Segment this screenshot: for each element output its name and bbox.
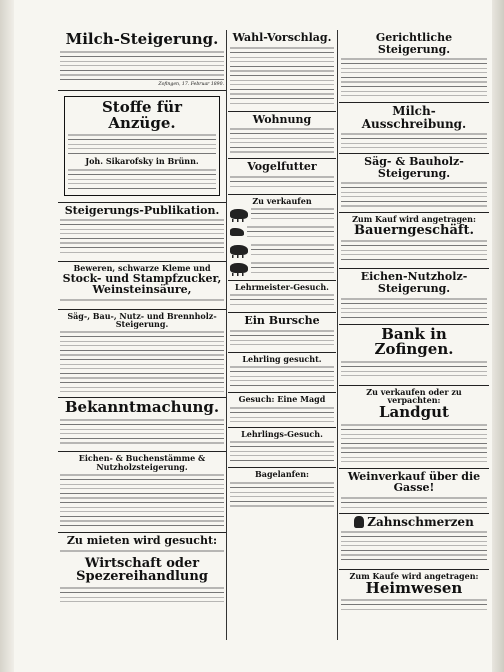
ad-body [341,360,487,380]
ad-title: Zu mieten wird gesucht: [66,533,218,547]
ad-title: Stoffe für Anzüge. [101,97,183,132]
ad-title: Bauerngeschäft. [353,222,475,238]
ad-title: Milch-Ausschreibung. [361,104,467,131]
ad-title: Eichen-Nutzholz-Steigerung. [360,270,468,295]
cow-icon [230,245,248,255]
ad-body [251,261,334,275]
ad-title: Gerichtliche Steigerung. [375,31,453,56]
ad-subtitle: Zum Kaufe wird angetragen: [349,571,479,582]
ad-title: Säg- & Bauholz-Steigerung. [364,155,464,180]
ad-body [60,586,224,606]
column-rule [337,30,338,640]
ad-landgut [339,386,489,469]
ad-body [230,46,334,106]
ad-miete [58,533,226,611]
ad-lehrlings-gesuch [228,428,336,468]
ad-body [60,50,224,80]
ad-title: Vogelfutter [247,160,317,174]
ad-line: Stock- und Stampfzucker, [62,271,222,285]
ad-body [341,239,487,263]
tooth-icon [354,516,364,528]
ad-bewerb [58,262,226,309]
ad-body [60,218,224,256]
ad-title: Wahl-Vorschlag. [232,31,332,44]
ad-heimwesen [339,570,489,617]
ad-lehrmeister [228,281,336,313]
ad-body [230,440,334,462]
ad-subtitle: Zum Kauf wird angetragen: [352,214,476,225]
ad-bagelanfen [228,468,336,511]
ad-body [341,181,487,207]
ad-milch-steigerung [58,30,226,91]
ad-eichen-nutzholz [339,269,489,324]
ad-body [60,298,224,304]
ad-title: Bekanntmachung. [64,398,220,417]
ad-body [341,423,487,463]
ad-bursche [228,313,336,353]
ad-body [230,329,334,347]
ad-bekanntmachung [58,398,226,452]
ad-title: Lehrmeister-Gesuch. [235,282,329,293]
ad-body [230,406,334,422]
ad-magd [228,393,336,427]
ad-line: Beweren, schwarze Kleme und [73,263,211,274]
ad-body [341,132,487,148]
ad-body [341,496,487,508]
ad-title: Heimwesen [365,578,463,597]
ad-steigerungs-publikation [58,203,226,263]
ad-title: Landgut [379,402,449,421]
ad-headline: Wirtschaft oder Spezereihandlung [76,555,208,585]
ad-body [68,168,216,190]
ad-weinverkauf [339,469,489,514]
horse-icon [230,263,248,273]
ad-stoffe [58,91,226,203]
column-left [58,30,226,640]
ad-body [230,481,334,507]
ad-saeg-bau [58,310,226,399]
ad-body [230,127,334,153]
dog-icon [230,228,244,236]
ad-body [60,549,224,555]
ad-body [60,330,224,392]
ad-title: Wohnung [252,112,312,126]
ad-body [60,418,224,446]
ad-title: Bagelanfen: [255,469,309,480]
column-middle [228,30,336,640]
ad-bank [339,325,489,387]
ad-title: Zu verkaufen [252,195,312,206]
ad-bauerngeschaeft [339,213,489,269]
ad-gerichtliche-steigerung [339,30,489,103]
ad-date: Zofingen, 17. Februar 1890. [158,81,224,87]
ad-title: Zahnschmerzen [367,514,474,529]
ad-body [230,175,334,189]
ad-firm: Joh. Sikarofsky in Brünn. [85,156,199,167]
column-right [339,30,489,640]
ad-title: Milch-Steigerung. [65,30,219,48]
ad-lehrling [228,353,336,393]
cow-icon [230,209,248,219]
ad-body [247,225,334,239]
ad-body [341,598,487,612]
ad-title: Gesuch: Eine Magd [238,394,326,405]
ad-subtitle: Zu verkaufen oder zu verpachten: [366,387,462,406]
column-rule [226,30,227,640]
ad-body [68,133,216,155]
ad-wahl-vorschlag [228,30,336,112]
ad-body [230,293,334,307]
ad-title: Eichen- & Buchenstämme & Nutzholzsteigerung. [78,453,206,472]
ad-wohnung [228,112,336,160]
page-right-edge [492,0,504,672]
ad-body [341,530,487,564]
ad-saeg-bauholz [339,154,489,213]
ad-milch-ausschreibung [339,103,489,154]
ad-eichen-buchen [58,452,226,533]
ad-title: Säg-, Bau-, Nutz- und Brennholz-Steigerung. [67,310,217,330]
ad-body [251,243,334,257]
ad-zahnschmerzen [339,514,489,571]
ad-title: Bank in Zofingen. [374,324,454,359]
ad-body [341,297,487,319]
ad-title: Lehrlings-Gesuch. [241,428,323,439]
ad-body [60,473,224,527]
ad-line: Weinsteinsäure, [92,283,192,297]
page-left-edge [0,0,14,672]
ad-body [341,57,487,97]
ad-body [251,207,334,221]
ad-body [230,365,334,387]
ad-title: Steigerungs-Publikation. [64,203,220,217]
ad-title: Lehrling gesucht. [242,353,322,364]
ad-title: Ein Bursche [244,314,320,328]
ad-title: Weinverkauf über die Gasse! [347,469,481,495]
ad-zu-verkaufen [228,195,336,281]
ad-vogelfutter [228,159,336,195]
